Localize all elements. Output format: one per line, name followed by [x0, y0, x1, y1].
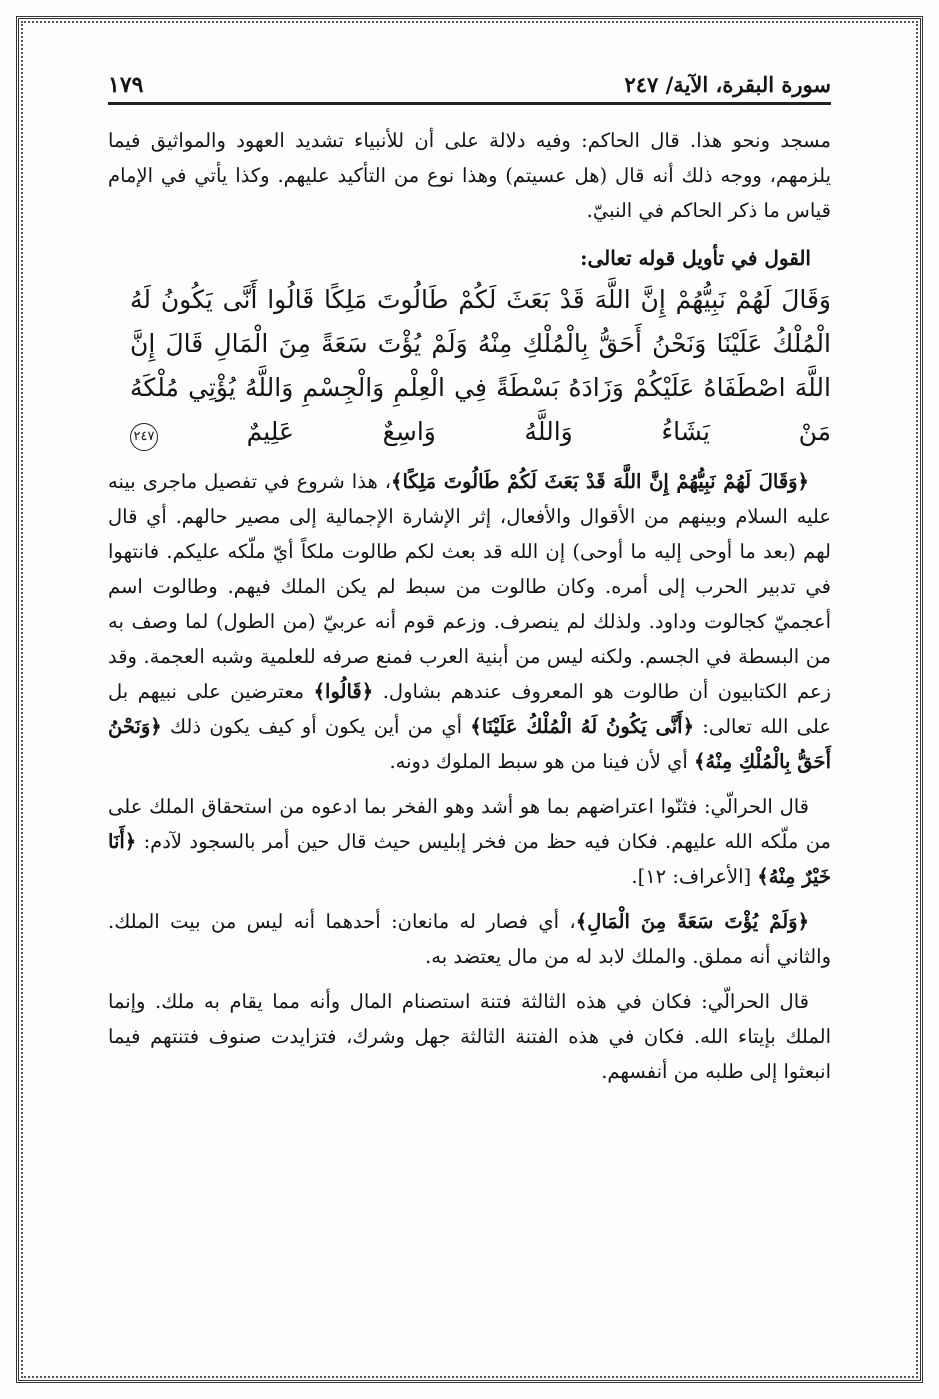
page-number: ١٧٩: [108, 72, 144, 98]
verse-quote: ﴿وَقَالَ لَهُمْ نَبِيُّهُمْ إِنَّ اللَّهَ قَدْ بَعَثَ لَكُمْ طَالُوتَ مَلِكًا﴾: [391, 470, 809, 493]
commentary-text: ، هذا شروع في تفصيل ماجرى بينه عليه السلام وبينهم من الأقوال والأفعال، إثر الإشارة الإجمالية إلى مصير حالهم. أي قال لهم (بعد ما أوحى إليه ما أوحى) إن الله قد بعث لكم طالوت ملكاً أيّ ملّكه عليكم. فانتهوا في تدبير الحرب إلى أمره. وكان طالوت من سبط لم يكن الملك فيهم. وطالوت اسم أعجميّ كجالوت وداود. ولذلك لم ينصرف. وزعم قوم أنه عربيّ (من الطول) لما وصف به من البسطة في الجسم. ولكنه ليس من أبنية العرب فمنع صرفه للعلمية وشبه العجمة. وقد زعم الكتابيون أن طالوت هو المعروف عندهم بشاول.: [108, 470, 832, 703]
page-content: [108, 72, 831, 1347]
running-header: [108, 72, 831, 105]
verse-quote: ﴿وَنَحْنُ أَحَقُّ بِالْمُلْكِ مِنْهُ﴾: [108, 715, 831, 773]
verse-number-marker: ٢٤٧: [130, 423, 158, 451]
commentary-text: [الأعراف: ١٢].: [631, 865, 758, 888]
verse-quote: ﴿وَلَمْ يُؤْتَ سَعَةً مِنَ الْمَالِ﴾: [575, 910, 809, 933]
verse-quote: ﴿أَنَّى يَكُونُ لَهُ الْمُلْكُ عَلَيْنَا﴾: [470, 715, 695, 738]
paragraph-4: [108, 904, 831, 974]
section-heading: القول في تأويل قوله تعالى:: [580, 246, 811, 270]
verse-quote: ﴿قَالُوا﴾: [313, 680, 374, 703]
commentary-text: أي لأن فينا من هو سبط الملوك دونه.: [389, 750, 694, 773]
commentary-text: أي من أين يكون أو كيف يكون ذلك: [161, 715, 471, 738]
paragraph-3: [108, 789, 831, 894]
verse-quote: ﴿أَنَا خَيْرٌ مِنْهُ﴾: [108, 830, 831, 888]
commentary-text: ، أي فصار له مانعان: أحدهما أنه ليس من بيت الملك. والثاني أنه مملق. والملك لابد له من مال يعتضد به.: [108, 910, 831, 968]
header-title: سورة البقرة، الآية/ ٢٤٧: [624, 72, 831, 97]
paragraph-5: قال الحرالّي: فكان في هذه الثالثة فتنة استصنام المال وأنه مما يقام به ملك. وإنما الملك بإيتاء الله. فكان في هذه الفتنة الثالثة جهل وشرك، فتزايدت صنوف فتنتهم فيما انبعثوا إلى طلبه من أنفسهم.: [108, 990, 831, 1083]
verse-text: وَقَالَ لَهُمْ نَبِيُّهُمْ إِنَّ اللَّهَ قَدْ بَعَثَ لَكُمْ طَالُوتَ مَلِكًا قَالُوا أَنَّى يَكُونُ لَهُ الْمُلْكُ عَلَيْنَا وَنَحْنُ أَحَقُّ بِالْمُلْكِ مِنْهُ وَلَمْ يُؤْتَ سَعَةً مِنَ الْمَالِ قَالَ إِنَّ اللَّهَ اصْطَفَاهُ عَلَيْكُمْ وَزَادَهُ بَسْطَةً فِي الْعِلْمِ وَالْجِسْمِ وَاللَّهُ يُؤْتِي مُلْكَهُ مَنْ يَشَاءُ وَاللَّهُ وَاسِعٌ عَلِيمٌ: [130, 285, 831, 446]
paragraph-1: مسجد ونحو هذا. قال الحاكم: وفيه دلالة على أن للأنبياء تشديد العهود والمواثيق فيما يلزمهم، ووجه ذلك أنه قال (هل عسيتم) وهذا نوع من التأكيد عليهم. وكذا يأتي في الإمام قياس ما ذكر الحاكم في النبيّ.: [108, 129, 831, 222]
paragraph-2: [108, 464, 831, 779]
commentary-text: معترضين على نبيهم بل على الله تعالى:: [108, 680, 831, 738]
commentary-text: قال الحرالّي: فثنّوا اعتراضهم بما هو أشد وهو الفخر بما ادعوه من استحقاق الملك على من ملّكه الله عليهم. فكان فيه حظ من فخر إبليس حيث قال حين أمر بالسجود لآدم:: [108, 795, 831, 853]
quran-verse-block: [108, 278, 831, 454]
